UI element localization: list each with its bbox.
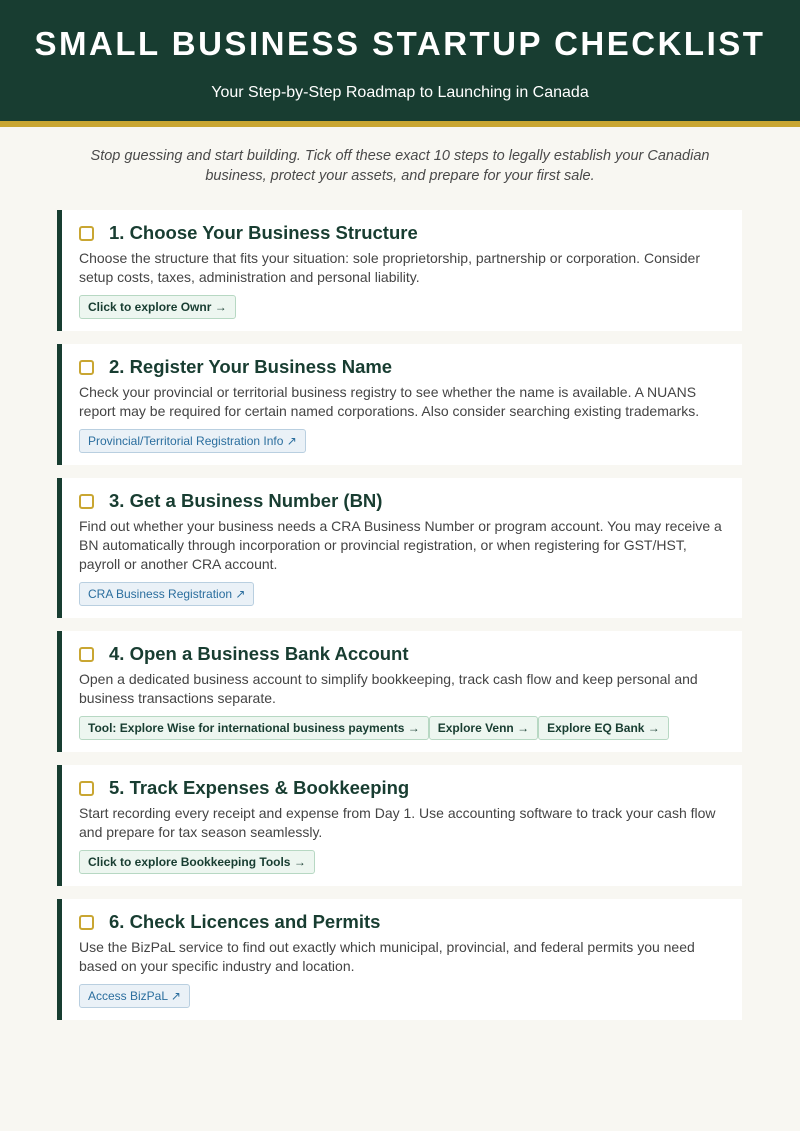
step-card-4 bbox=[57, 631, 742, 752]
step-links bbox=[79, 429, 724, 453]
step-header bbox=[79, 776, 724, 800]
step-card-6 bbox=[57, 899, 742, 1020]
step-links bbox=[79, 984, 724, 1008]
step-checkbox[interactable] bbox=[79, 226, 94, 241]
cra-registration-link[interactable]: CRA Business Registration ↗ bbox=[79, 582, 254, 606]
step-header bbox=[79, 489, 724, 513]
step-description: Start recording every receipt and expense from Day 1. Use accounting software to track your cash flow and prepare for tax season seamlessly. bbox=[79, 805, 716, 840]
step-card-1 bbox=[57, 210, 742, 331]
step-header bbox=[79, 355, 724, 379]
step-description: Choose the structure that fits your situation: sole proprietorship, partnership or corporation. Consider setup costs, taxes, administration and personal liability. bbox=[79, 250, 700, 285]
step-links bbox=[79, 716, 724, 740]
step-links bbox=[79, 582, 724, 606]
step-description: Check your provincial or territorial business registry to see whether the name is available. A NUANS report may be required for certain named corporations. Also consider searching existing trademarks. bbox=[79, 384, 700, 419]
step-title: 1. Choose Your Business Structure bbox=[109, 222, 418, 243]
registration-info-link[interactable]: Provincial/Territorial Registration Info ↗ bbox=[79, 429, 306, 453]
step-title: 4. Open a Business Bank Account bbox=[109, 643, 409, 664]
page-subtitle: Your Step-by-Step Roadmap to Launching in Canada bbox=[211, 84, 589, 101]
step-checkbox[interactable] bbox=[79, 494, 94, 509]
step-card-3 bbox=[57, 478, 742, 618]
step-header bbox=[79, 221, 724, 245]
step-checkbox[interactable] bbox=[79, 647, 94, 662]
page-title: SMALL BUSINESS STARTUP CHECKLIST bbox=[34, 25, 766, 62]
step-header bbox=[79, 910, 724, 934]
step-header bbox=[79, 642, 724, 666]
explore-eq-bank-button[interactable]: Explore EQ Bank → bbox=[538, 716, 669, 740]
intro-text: Stop guessing and start building. Tick off these exact 10 steps to legally establish your Canadian business, protect your assets, and prepare for your first sale. bbox=[90, 148, 710, 184]
step-title: 5. Track Expenses & Bookkeeping bbox=[109, 777, 410, 798]
step-checkbox[interactable] bbox=[79, 915, 94, 930]
step-description: Find out whether your business needs a CRA Business Number or program account. You may receive a BN automatically through incorporation or provincial registration, or when registering for GST/HST, payroll or another CRA account. bbox=[79, 518, 722, 572]
explore-venn-button[interactable]: Explore Venn → bbox=[429, 716, 538, 740]
explore-bookkeeping-button[interactable]: Click to explore Bookkeeping Tools → bbox=[79, 850, 315, 874]
explore-ownr-button[interactable]: Click to explore Ownr → bbox=[79, 295, 236, 319]
checklist bbox=[57, 210, 742, 1033]
step-description: Open a dedicated business account to simplify bookkeeping, track cash flow and keep personal and business transactions separate. bbox=[79, 671, 698, 706]
step-title: 3. Get a Business Number (BN) bbox=[109, 490, 383, 511]
step-card-5 bbox=[57, 765, 742, 886]
step-title: 6. Check Licences and Permits bbox=[109, 911, 381, 932]
step-description: Use the BizPaL service to find out exactly which municipal, provincial, and federal permits you need based on your specific industry and location. bbox=[79, 939, 695, 974]
step-checkbox[interactable] bbox=[79, 781, 94, 796]
bizpal-link[interactable]: Access BizPaL ↗ bbox=[79, 984, 190, 1008]
page-header bbox=[0, 0, 800, 127]
step-checkbox[interactable] bbox=[79, 360, 94, 375]
step-card-2 bbox=[57, 344, 742, 465]
step-title: 2. Register Your Business Name bbox=[109, 356, 393, 377]
explore-wise-button[interactable]: Tool: Explore Wise for international business payments → bbox=[79, 716, 429, 740]
step-links bbox=[79, 295, 724, 319]
step-links bbox=[79, 850, 724, 874]
